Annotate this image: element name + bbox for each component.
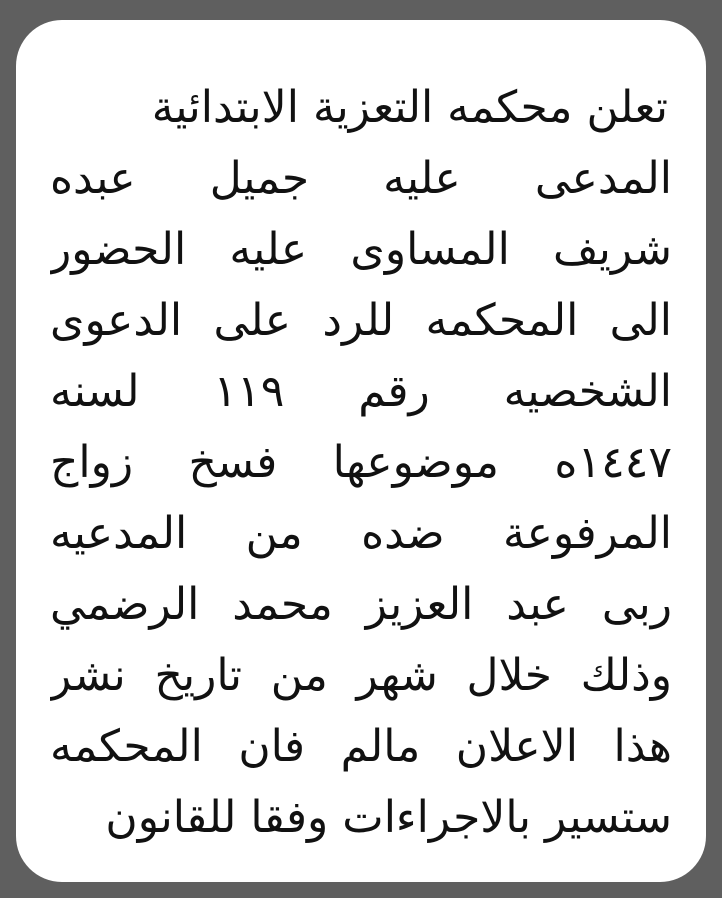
notice-line-9: وذلك خلال شهر من تاريخ نشر (50, 650, 672, 701)
notice-line-1: تعلن محكمه التعزية الابتدائية (151, 82, 668, 133)
notice-line-4: الى المحكمه للرد على الدعوى (50, 295, 672, 346)
notice-line-6: ١٤٤٧ه موضوعها فسخ زواج (50, 437, 672, 488)
notice-line-2: المدعى عليه جميل عبده (50, 153, 672, 204)
notice-line-10: هذا الاعلان مالم فان المحكمه (50, 721, 672, 772)
notice-text (50, 72, 672, 853)
notice-line-11: ستسير بالاجراءات وفقا للقانون (105, 792, 672, 843)
notice-line-7: المرفوعة ضده من المدعيه (50, 508, 672, 559)
notice-card (16, 20, 706, 882)
notice-line-3: شريف المساوى عليه الحضور (50, 224, 672, 275)
notice-line-5: الشخصيه رقم ١١٩ لسنه (50, 366, 672, 417)
notice-line-8: ربى عبد العزيز محمد الرضمي (50, 579, 672, 630)
